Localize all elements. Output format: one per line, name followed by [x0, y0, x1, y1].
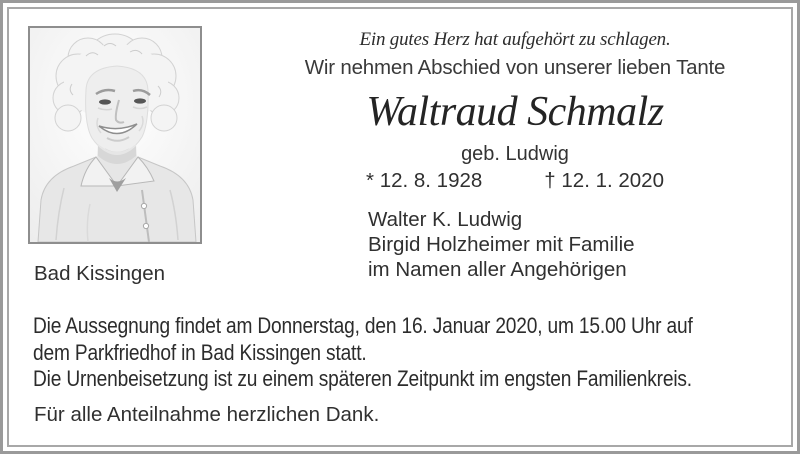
mourner-line: Birgid Holzheimer mit Familie	[368, 233, 635, 256]
portrait-illustration	[30, 28, 200, 242]
city-label: Bad Kissingen	[34, 262, 166, 285]
portrait-photo	[28, 26, 202, 244]
mourner-line: im Namen aller Angehörigen	[368, 258, 627, 281]
mourners-list	[368, 207, 635, 282]
deceased-name: Waltraud Schmalz	[366, 89, 664, 135]
birth-name: geb. Ludwig	[461, 143, 569, 165]
epigraph: Ein gutes Herz hat aufgehört zu schlagen.	[359, 29, 671, 50]
death-date: † 12. 1. 2020	[544, 169, 664, 192]
announcement-line: Die Aussegnung findet am Donnerstag, den 16. Januar 2020, um 15.00 Uhr auf	[33, 313, 693, 338]
life-dates	[366, 169, 664, 193]
mourner-line: Walter K. Ludwig	[368, 208, 523, 231]
announcement-line: dem Parkfriedhof in Bad Kissingen statt.	[33, 339, 367, 365]
birth-date: * 12. 8. 1928	[366, 169, 483, 192]
intro-line: Wir nehmen Abschied von unserer lieben Tante	[304, 56, 726, 79]
announcement-line: Die Urnenbeisetzung ist zu einem späteren Zeitpunkt im engsten Familienkreis.	[33, 366, 692, 391]
thanks-line: Für alle Anteilnahme herzlichen Dank.	[34, 403, 380, 426]
funeral-announcement	[33, 313, 693, 393]
